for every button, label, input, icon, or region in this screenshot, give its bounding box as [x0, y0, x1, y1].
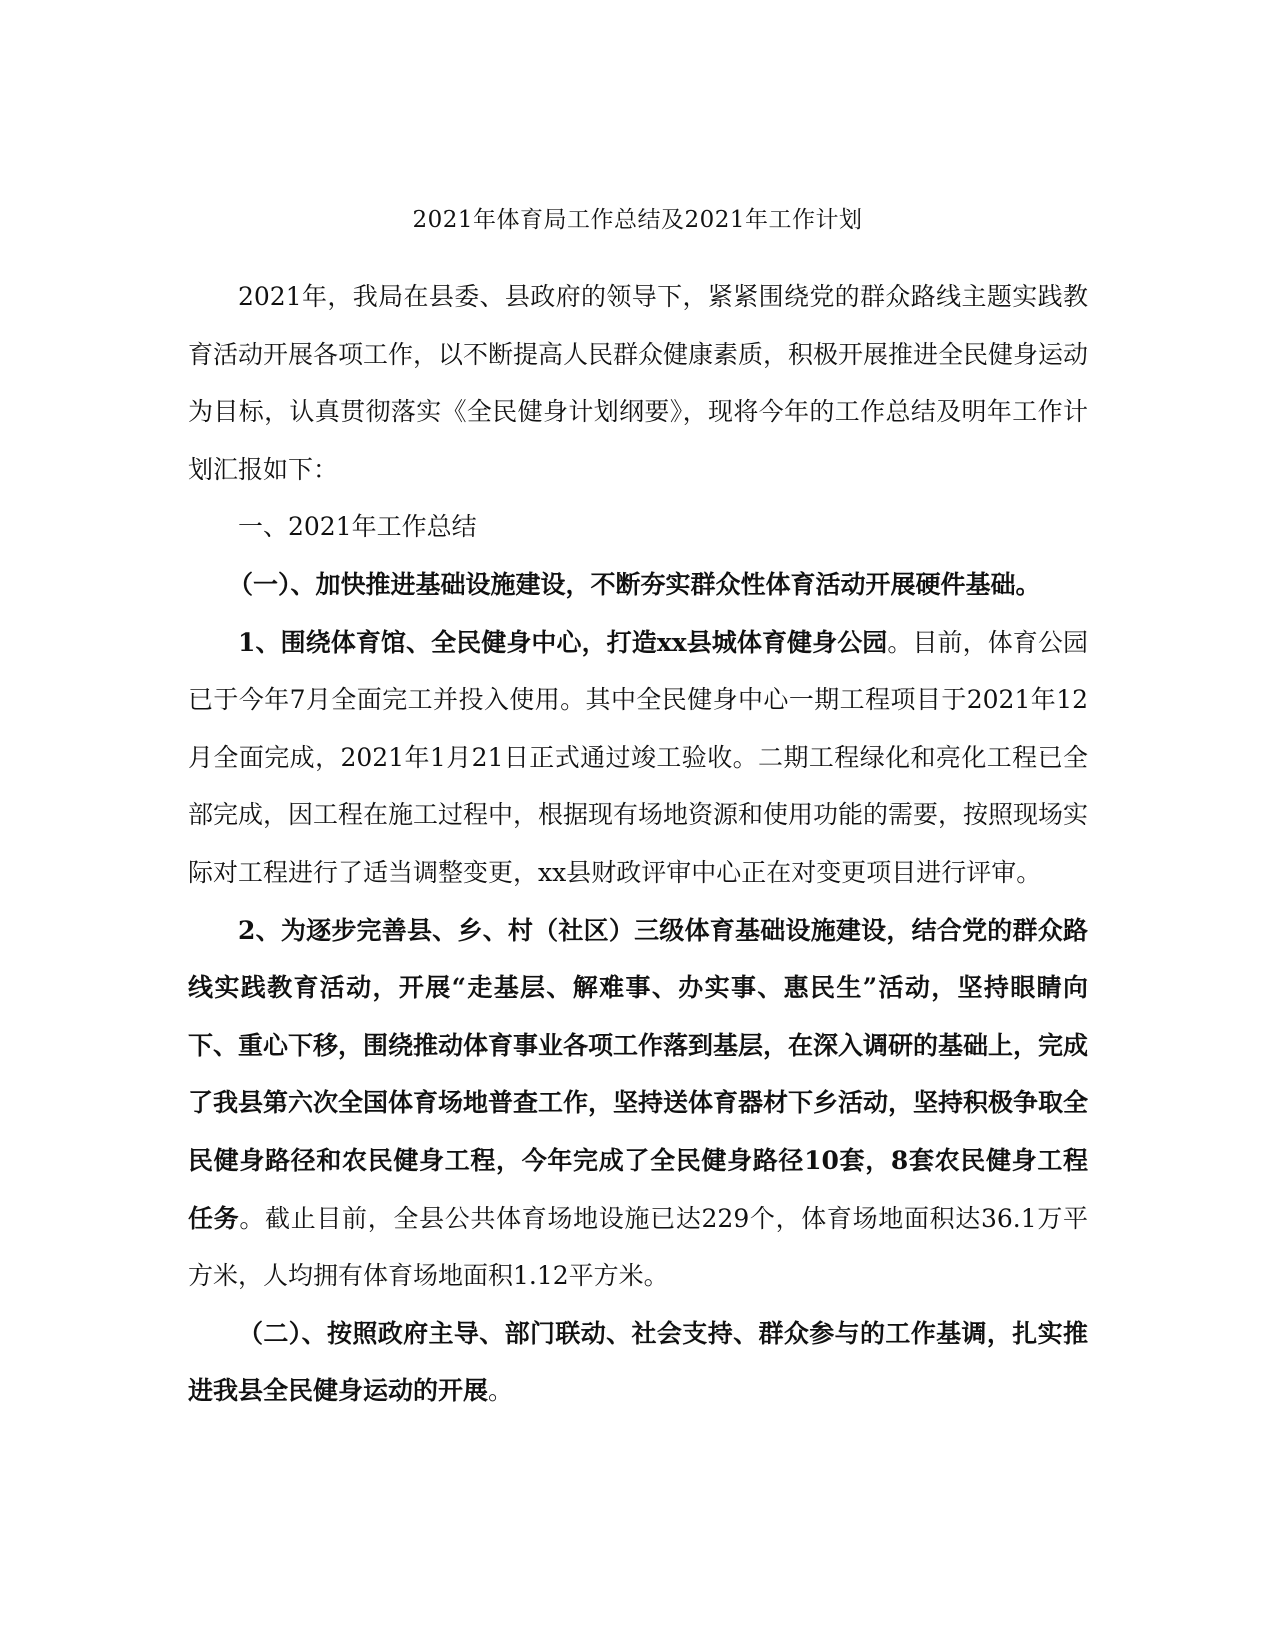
- subsection-lead: （二）、按照政府主导、部门联动、社会支持、群众参与的工作基调，扎实推进我县全民健身运动的开展: [188, 1318, 1088, 1406]
- heading-text: 一、2021年工作总结: [238, 512, 477, 542]
- item-text: 。目前，体育公园已于今年7月全面完工并投入使用。其中全民健身中心一期工程项目于2021年12月全面完成，2021年1月21日正式通过竣工验收。二期工程绿化和亮化工程已全部完成，因工程在施工过程中，根据现有场地资源和使用功能的需要，按照现场实际对工程进行了适当调整变更，xx县财政评审中心正在对变更项目进行评审。: [188, 627, 1089, 887]
- document-title: 2021年体育局工作总结及2021年工作计划: [412, 207, 863, 233]
- paragraph-intro: [188, 268, 1088, 498]
- paragraph-text: 2021年，我局在县委、县政府的领导下，紧紧围绕党的群众路线主题实践教育活动开展各项工作，以不断提高人民群众健康素质，积极开展推进全民健身运动为目标，认真贯彻落实《全民健身计划纲要》，现将今年的工作总结及明年工作计划汇报如下：: [188, 282, 1089, 484]
- paragraph-item-one: [188, 614, 1088, 902]
- heading-section-one: [188, 498, 1088, 556]
- document-body: [188, 268, 1088, 1420]
- heading-subsection-one: [188, 556, 1088, 614]
- item-lead: 1、围绕体育馆、全民健身中心，打造xx县城体育健身公园: [238, 627, 888, 657]
- subsection-text: 。: [488, 1376, 514, 1406]
- item-lead: 2、为逐步完善县、乡、村（社区）三级体育基础设施建设，结合党的群众路线实践教育活动，开展“走基层、解难事、办实事、惠民生”活动，坚持眼睛向下、重心下移，围绕推动体育事业各项工作落到基层，在深入调研的基础上，完成了我县第六次全国体育场地普查工作，坚持送体育器材下乡活动，坚持积极争取全民健身路径和农民健身工程，今年完成了全民健身路径10套，8套农民健身工程任务: [188, 915, 1089, 1233]
- subsection-lead: （一）、加快推进基础设施建设，不断夯实群众性体育活动开展硬件基础。: [228, 569, 1041, 599]
- item-text: 。截止目前，全县公共体育场地设施已达229个，体育场地面积达36.1万平方米，人均拥有体育场地面积1.12平方米。: [188, 1203, 1088, 1291]
- heading-subsection-two: [188, 1305, 1088, 1420]
- paragraph-item-two: [188, 902, 1088, 1305]
